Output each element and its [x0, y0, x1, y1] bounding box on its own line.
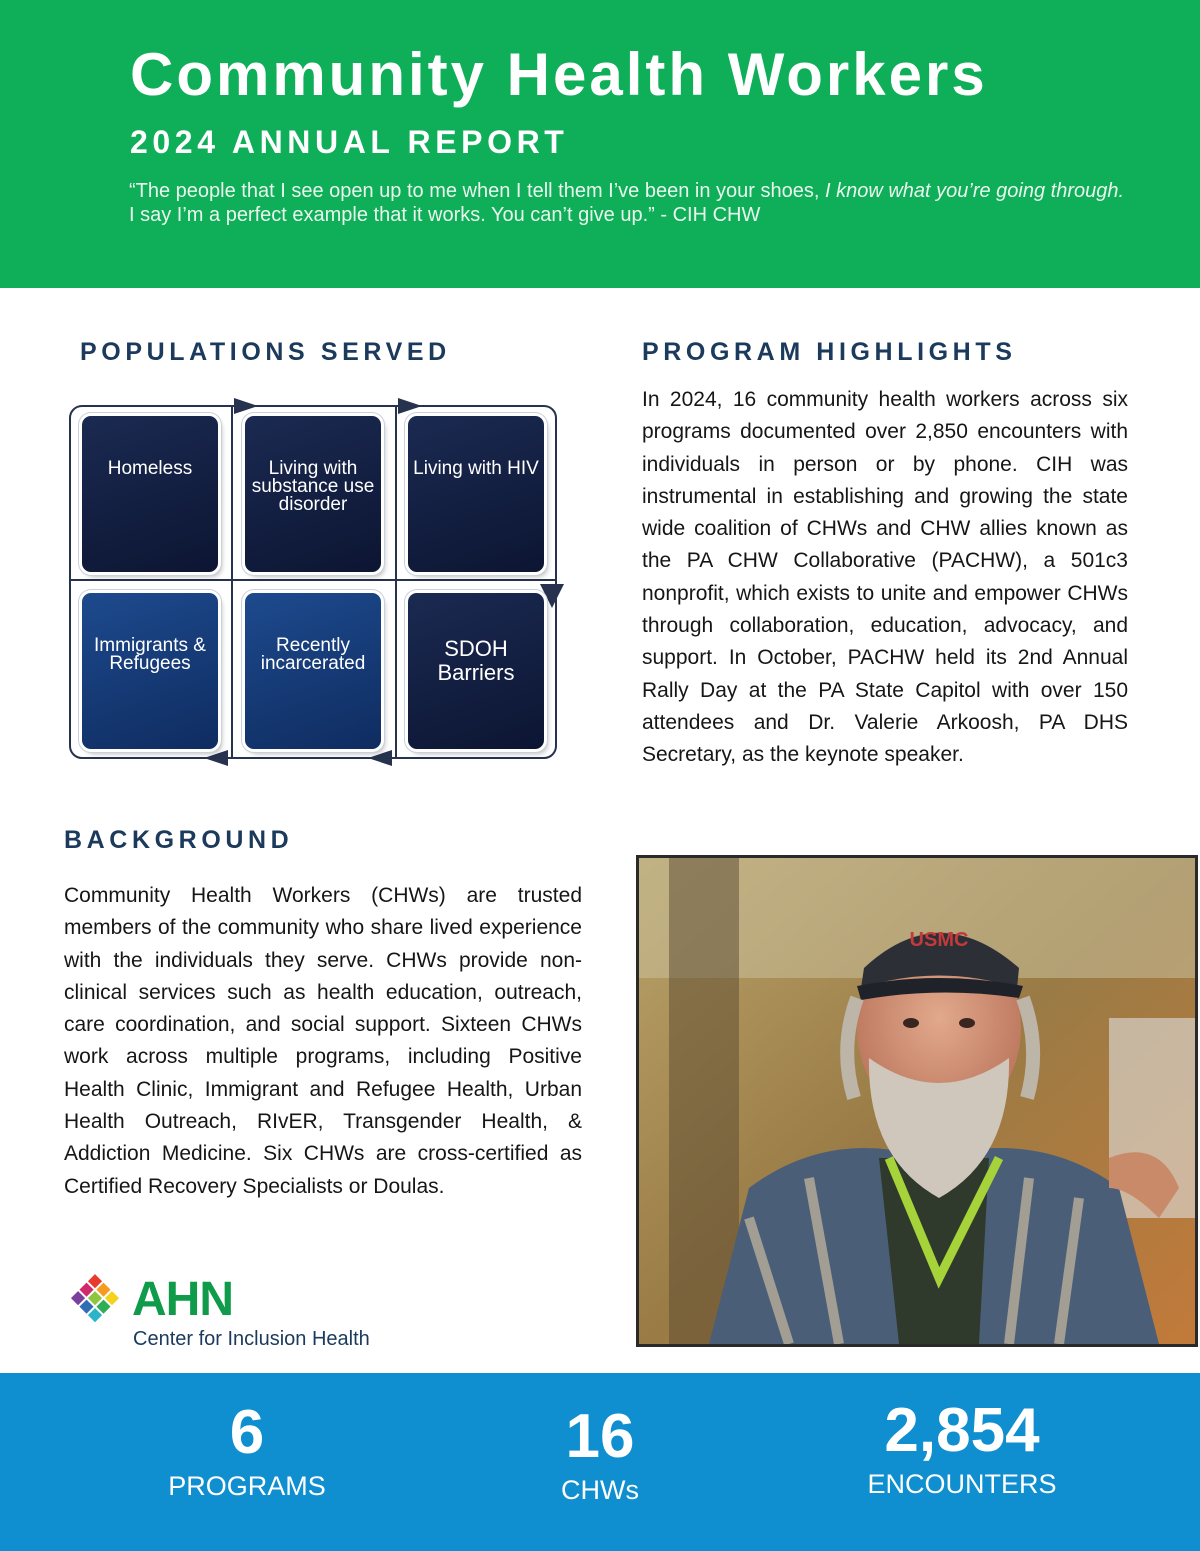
- stat-encounters-value: 2,854: [884, 1396, 1040, 1465]
- header-quote: [129, 179, 1129, 227]
- stat-programs: [147, 1398, 347, 1501]
- quote-attribution: I say I’m a perfect example that it works. You can’t give up.” - CIH CHW: [129, 204, 761, 226]
- chw-portrait-photo: [636, 855, 1198, 1347]
- ahn-logo-subtitle: Center for Inclusion Health: [133, 1328, 370, 1350]
- ahn-logo-wordmark: AHN: [132, 1273, 233, 1326]
- stats-footer: [0, 1373, 1200, 1551]
- tile-substance-use: Living with substance use disorder: [245, 416, 381, 572]
- stat-programs-value: 6: [229, 1398, 265, 1467]
- stat-encounters-label: ENCOUNTERS: [867, 1469, 1057, 1499]
- stat-chws: [500, 1402, 700, 1505]
- ahn-logo: [62, 1266, 402, 1356]
- tile-immigrants-refugees: Immigrants & Refugees: [82, 593, 218, 749]
- stat-encounters: [842, 1396, 1082, 1499]
- stat-chws-value: 16: [565, 1402, 635, 1471]
- tile-living-with-hiv: Living with HIV: [408, 416, 544, 572]
- header-banner: [0, 0, 1200, 288]
- report-subtitle: 2024 ANNUAL REPORT: [130, 124, 569, 160]
- portrait-illustration: [639, 858, 1195, 1344]
- program-highlights-heading: PROGRAM HIGHLIGHTS: [642, 338, 1017, 366]
- svg-text:USMC: USMC: [909, 929, 969, 951]
- ahn-logo-mark-icon: [62, 1268, 128, 1334]
- populations-diagram: [66, 398, 566, 768]
- populations-heading: POPULATIONS SERVED: [80, 338, 451, 366]
- quote-italic: I know what you’re going through.: [824, 180, 1125, 202]
- tile-sdoh-barriers: SDOH Barriers: [408, 593, 544, 749]
- stat-chws-label: CHWs: [561, 1475, 639, 1505]
- program-highlights-text: In 2024, 16 community health workers across six programs documented over 2,850 encounters with individuals in person or by phone. CIH was instrumental in establishing and growing the state wide coalition of CHWs and CHW allies known as the PA CHW Collaborative (PACHW), a 501c3 nonprofit, which exists to unite and empower CHWs through collaboration, education, advocacy, and support. In October, PACHW held its 2nd Annual Rally Day at the PA State Capitol with over 150 attendees and Dr. Valerie Arkoosh, PA DHS Secretary, as the keynote speaker.: [642, 388, 1128, 767]
- background-text: Community Health Workers (CHWs) are trusted members of the community who share lived experience with the individuals they serve. CHWs provide non-clinical services such as health education, outreach, care coordination, and social support. Sixteen CHWs work across multiple programs, including Positive Health Clinic, Immigrant and Refugee Health, Urban Health Outreach, RIvER, Transgender Health, & Addiction Medicine. Six CHWs are cross-certified as Certified Recovery Specialists or Doulas.: [64, 884, 582, 1198]
- tile-homeless: Homeless: [82, 416, 218, 572]
- quote-text: “The people that I see open up to me when I tell them I’ve been in your shoes,: [129, 180, 825, 202]
- page-title: Community Health Workers: [130, 41, 988, 108]
- stat-programs-label: PROGRAMS: [168, 1471, 326, 1501]
- tile-recently-incarcerated: Recently incarcerated: [245, 593, 381, 749]
- background-heading: BACKGROUND: [64, 826, 294, 854]
